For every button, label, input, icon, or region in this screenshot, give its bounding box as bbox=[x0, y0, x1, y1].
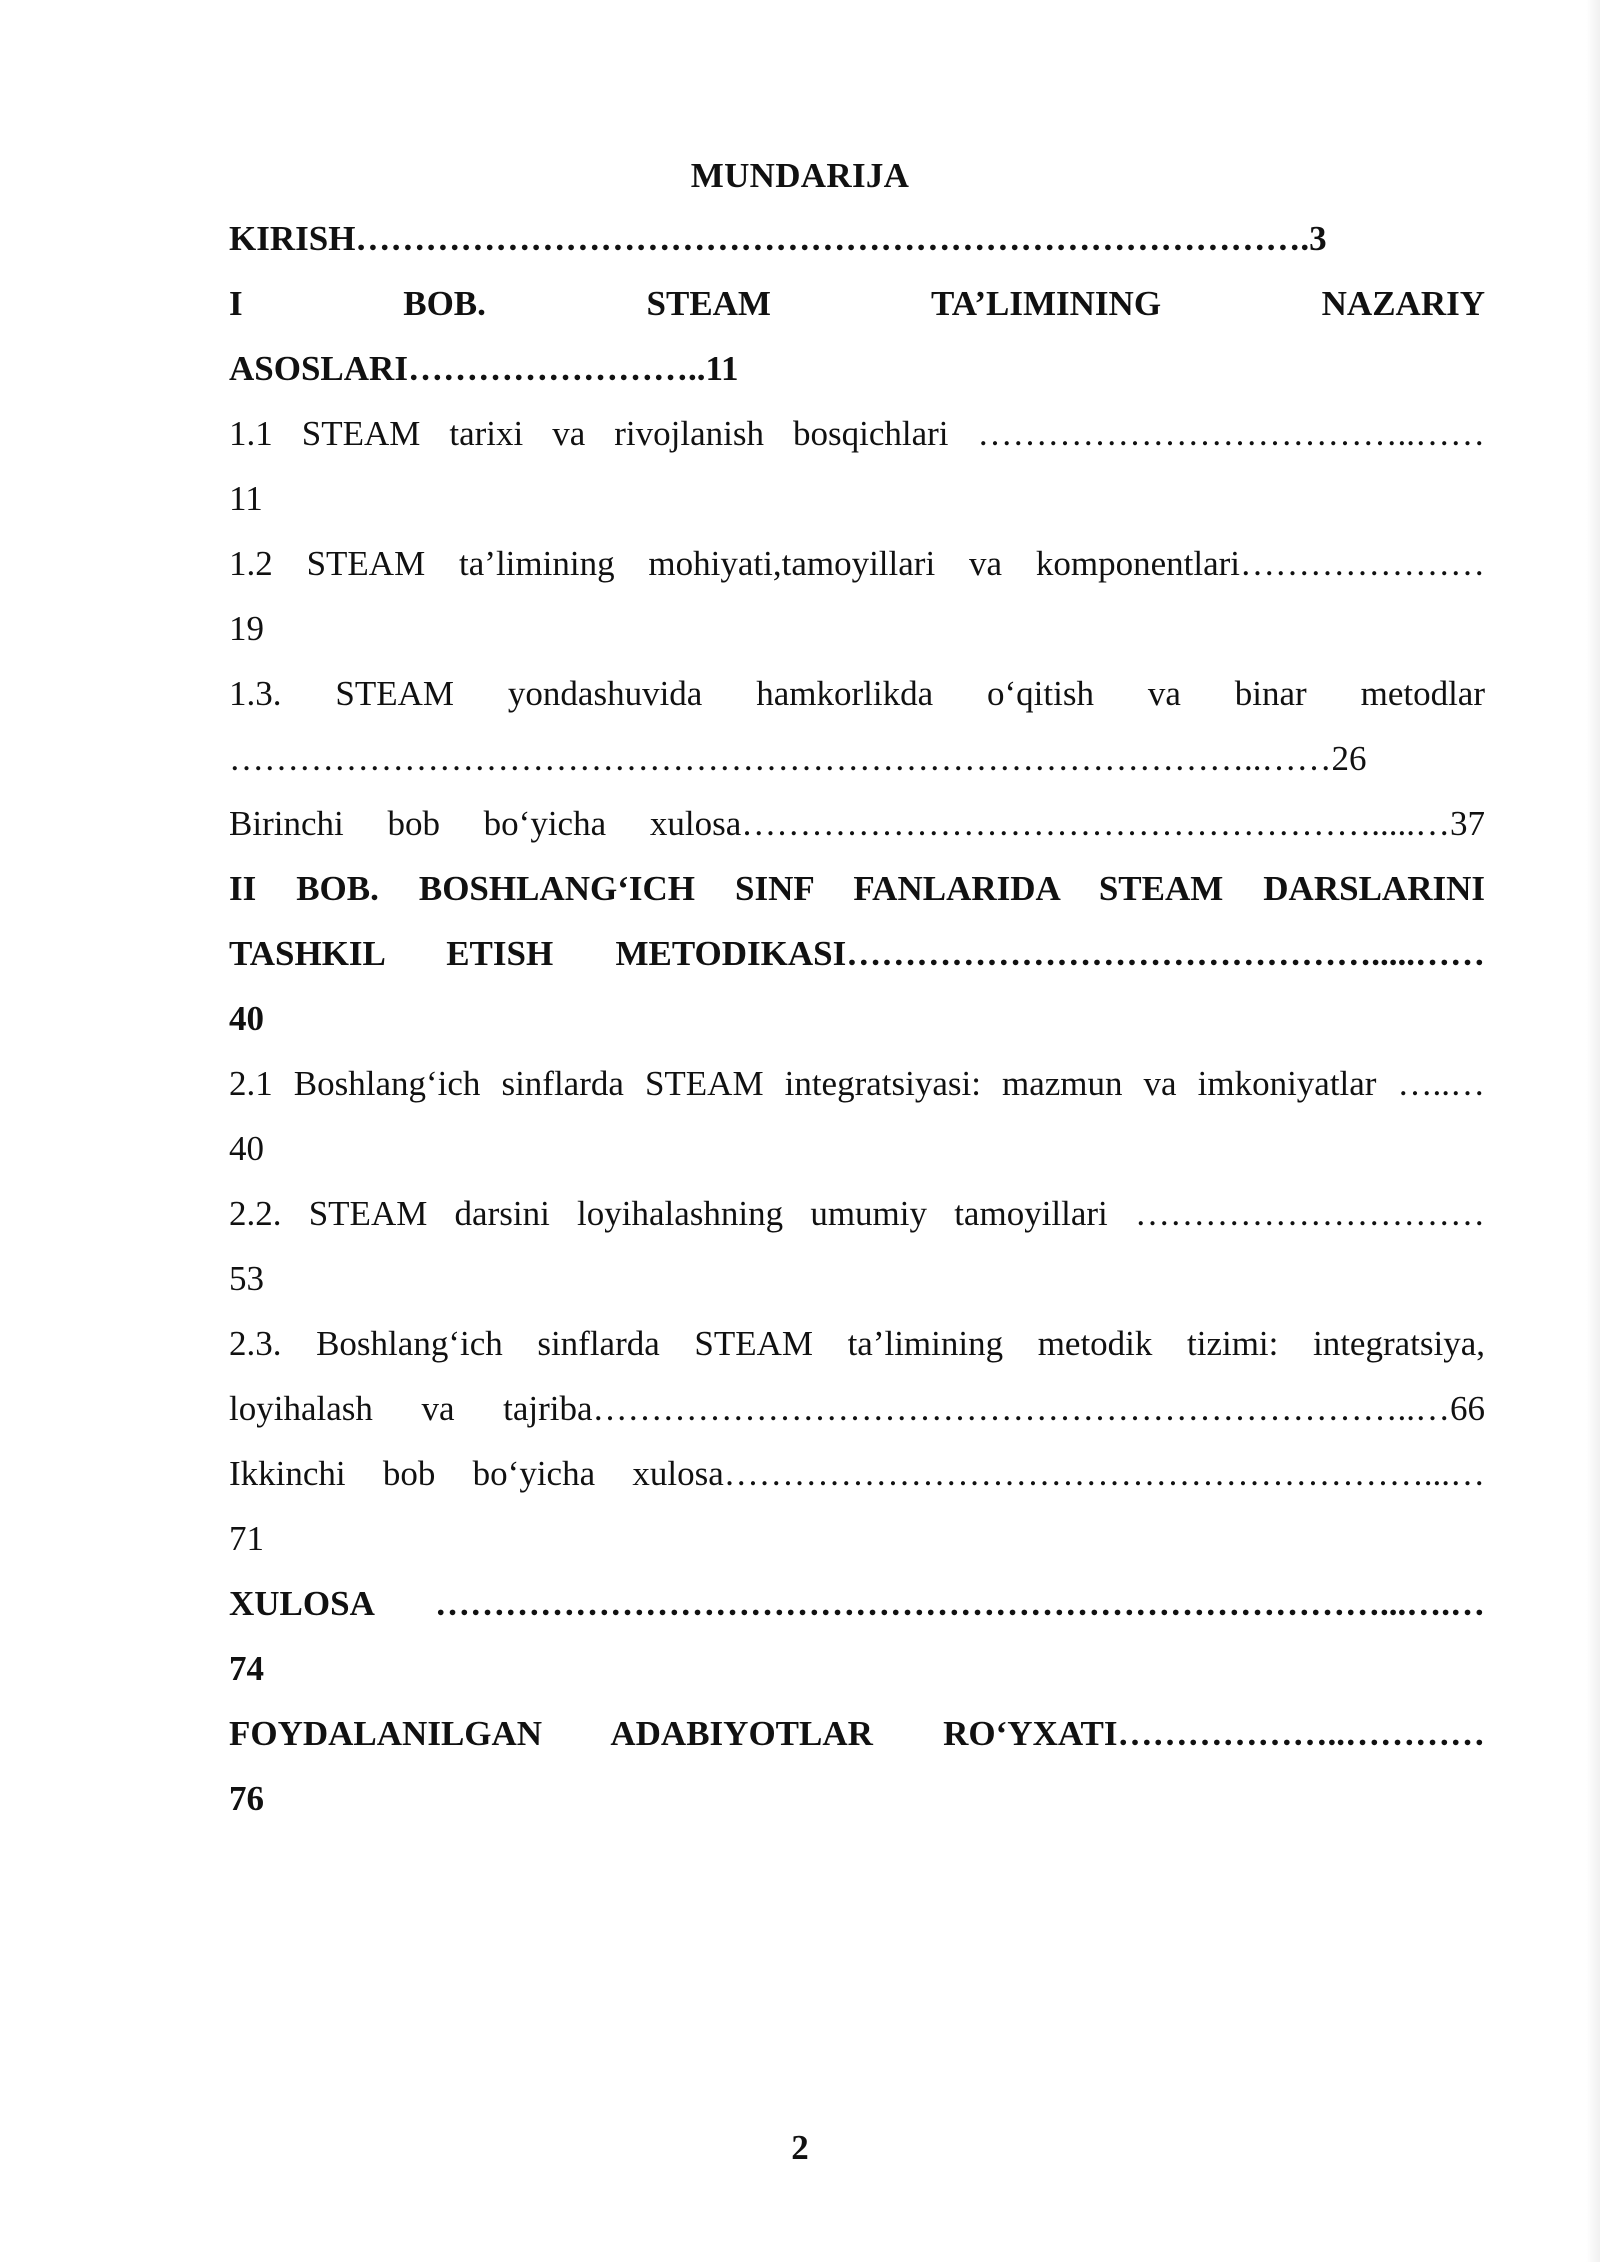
toc-title: MUNDARIJA bbox=[690, 156, 910, 195]
toc-line: 11 bbox=[229, 479, 263, 518]
toc-line: 2.2. STEAM darsini loyihalashning umumiy tamoyillari ………………………… bbox=[229, 1194, 1485, 1233]
toc-line: ……………………………………………………………………………..……26 bbox=[229, 739, 1367, 778]
toc-line: 76 bbox=[229, 1779, 264, 1818]
toc-line: Ikkinchi bob bo‘yicha xulosa……………………………………………………...… bbox=[229, 1454, 1485, 1493]
toc-line: 1.2 STEAM ta’limining mohiyati,tamoyillari va komponentlari………………… bbox=[229, 544, 1485, 583]
toc-line: TASHKIL ETISH METODIKASI……………………………………….....…… bbox=[229, 934, 1485, 973]
toc-line: 19 bbox=[229, 609, 264, 648]
toc-line: Birinchi bob bo‘yicha xulosa……………………………………………….....…37 bbox=[229, 804, 1485, 843]
page-number: 2 bbox=[791, 2128, 809, 2167]
toc-line: FOYDALANILGAN ADABIYOTLAR RO‘YXATI………………..………… bbox=[229, 1714, 1485, 1753]
toc-line: 40 bbox=[229, 1129, 264, 1168]
toc-line: II BOB. BOSHLANG‘ICH SINF FANLARIDA STEAM DARSLARINI bbox=[229, 869, 1485, 908]
toc-line: 53 bbox=[229, 1259, 264, 1298]
toc-line: 1.1 STEAM tarixi va rivojlanish bosqichlari ………………………………..…… bbox=[229, 414, 1485, 453]
table-of-contents bbox=[229, 206, 1485, 1831]
toc-line: 74 bbox=[229, 1649, 264, 1688]
toc-line: ASOSLARI……………………..11 bbox=[229, 349, 739, 388]
toc-line: 71 bbox=[229, 1519, 264, 1558]
toc-line: I BOB. STEAM TA’LIMINING NAZARIY bbox=[229, 284, 1485, 323]
toc-line: XULOSA ………………………………………………………………………...….… bbox=[229, 1584, 1485, 1623]
toc-line: 2.3. Boshlang‘ich sinflarda STEAM ta’limining metodik tizimi: integratsiya, bbox=[229, 1324, 1485, 1363]
page-edge-shadow bbox=[1586, 0, 1600, 2262]
toc-line: KIRISH……………………………………………………………………….3 bbox=[229, 219, 1327, 258]
toc-line: 40 bbox=[229, 999, 264, 1038]
toc-line: 1.3. STEAM yondashuvida hamkorlikda o‘qitish va binar metodlar bbox=[229, 674, 1485, 713]
toc-line: loyihalash va tajriba……………………………………………………………..…66 bbox=[229, 1389, 1485, 1428]
toc-line: 2.1 Boshlang‘ich sinflarda STEAM integratsiyasi: mazmun va imkoniyatlar …..… bbox=[229, 1064, 1485, 1103]
